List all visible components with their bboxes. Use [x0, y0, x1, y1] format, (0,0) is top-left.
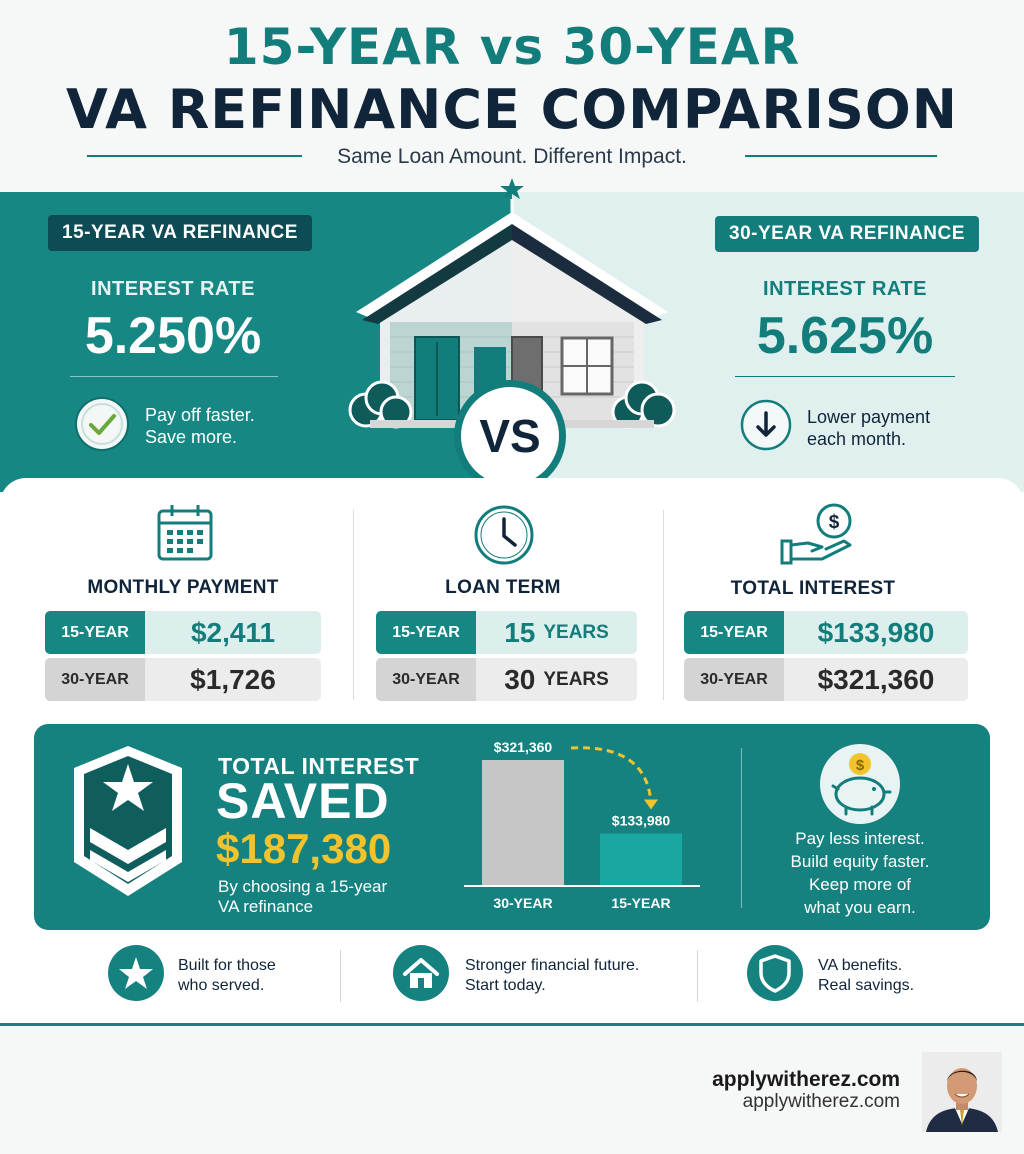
savings-subtext [218, 877, 387, 917]
feature-2-line-1: Stronger financial future. [465, 957, 640, 974]
loan-term-15-number: 15 [504, 616, 536, 648]
loan-term-30-unit: YEARS [543, 668, 609, 690]
check-circle-icon [74, 396, 130, 452]
loan-term-15-unit: YEARS [543, 621, 609, 643]
loan-term-30-value [476, 658, 637, 701]
savings-label: TOTAL INTEREST [218, 753, 420, 779]
row-tag: 30-YEAR [45, 658, 145, 701]
row-tag: 15-YEAR [684, 611, 784, 654]
vs-badge [454, 380, 566, 492]
savings-headline: SAVED [216, 773, 390, 829]
monthly-payment-row-30 [45, 658, 321, 701]
stats-divider-1 [353, 510, 354, 700]
feature-1-text [178, 956, 276, 996]
total-interest-row-15 [684, 611, 968, 654]
label-30-year-refinance: 30-YEAR VA REFINANCE [715, 216, 979, 252]
loan-term-30-number: 30 [504, 663, 536, 695]
feature-2-icon-circle [393, 945, 449, 1001]
rate-divider-30 [735, 376, 955, 377]
note-30 [807, 406, 930, 450]
title-line-2: VA REFINANCE COMPARISON [65, 78, 958, 141]
loan-term-title: LOAN TERM [445, 577, 561, 598]
monthly-payment-30-value: $1,726 [190, 663, 276, 695]
feature-3-icon-circle [747, 945, 803, 1001]
svg-text:$: $ [855, 757, 865, 774]
stats-divider-2 [663, 510, 664, 700]
total-interest-title: TOTAL INTEREST [730, 578, 896, 599]
note-30-line-1: Lower payment [807, 407, 931, 427]
military-chevron-icon [68, 742, 188, 900]
monthly-payment-15-value: $2,411 [190, 616, 276, 648]
total-interest-15-value: $133,980 [817, 616, 935, 648]
bar-category-label: 15-YEAR [611, 895, 671, 911]
monthly-payment-title: MONTHLY PAYMENT [87, 577, 279, 598]
shield-icon [747, 945, 803, 1001]
row-tag: 15-YEAR [376, 611, 476, 654]
note-15 [145, 404, 255, 448]
calendar-icon [156, 502, 214, 562]
bar-chart-svg [460, 740, 710, 920]
title-line-1: 15-YEAR vs 30-YEAR [223, 18, 801, 76]
feature-3-text [818, 956, 914, 996]
hand-dollar-icon [778, 501, 856, 567]
loan-term-row-15 [376, 611, 637, 654]
feature-1-line-2: who served. [178, 977, 265, 994]
rate-label-15: INTEREST RATE [91, 278, 255, 300]
svg-text:$: $ [828, 512, 840, 533]
decrease-arrow-head [644, 799, 658, 809]
bar-category-label: 30-YEAR [493, 895, 553, 911]
row-tag: 15-YEAR [45, 611, 145, 654]
rate-value-30: 5.625% [756, 307, 934, 365]
interest-comparison-chart [460, 740, 710, 920]
total-interest-row-30 [684, 658, 968, 701]
bar-value-label: $133,980 [611, 812, 671, 829]
benefit-line-1: Pay less interest. [795, 829, 925, 848]
subtitle [0, 145, 1024, 169]
loan-term-row-30 [376, 658, 637, 701]
monthly-payment-row-15 [45, 611, 321, 654]
feature-1-icon-circle [108, 945, 164, 1001]
rate-divider-15 [70, 376, 278, 377]
feature-2-line-2: Start today. [465, 977, 546, 994]
loan-term-15-value [476, 611, 637, 654]
feature-divider-1 [340, 950, 341, 1002]
vs-label: VS [479, 410, 541, 462]
benefits-list [760, 827, 960, 919]
label-15-year-refinance: 15-YEAR VA REFINANCE [48, 215, 312, 251]
arrow-down-circle-icon [739, 398, 793, 452]
savings-amount: $187,380 [216, 825, 392, 872]
bar-30-year [482, 760, 564, 886]
bar-value-label: $321,360 [493, 740, 553, 755]
savings-subtext-line-1: By choosing a 15-year [218, 877, 388, 896]
subtitle-text: Same Loan Amount. Different Impact. [323, 145, 701, 168]
row-tag: 30-YEAR [376, 658, 476, 701]
home-icon [393, 945, 449, 1001]
row-tag: 30-YEAR [684, 658, 784, 701]
total-interest-30-value: $321,360 [817, 663, 935, 695]
clock-icon [472, 503, 536, 567]
note-15-line-2: Save more. [145, 427, 238, 447]
bar-15-year [600, 833, 682, 886]
banner-divider [741, 748, 742, 908]
feature-1-line-1: Built for those [178, 957, 276, 974]
savings-subtext-line-2: VA refinance [218, 897, 314, 916]
feature-divider-2 [697, 950, 698, 1002]
avatar [922, 1052, 1002, 1132]
piggy-bank-icon [816, 742, 904, 824]
rate-label-30: INTEREST RATE [763, 278, 927, 300]
feature-3-line-1: VA benefits. [818, 957, 903, 974]
website-link[interactable]: applywitherez.com [712, 1068, 900, 1091]
benefit-line-3: Keep more of [808, 875, 912, 894]
note-15-line-1: Pay off faster. [145, 405, 255, 425]
star-icon [108, 945, 164, 1001]
feature-3-line-2: Real savings. [818, 977, 915, 994]
rate-value-15: 5.250% [84, 307, 262, 365]
benefit-line-4: what you earn. [804, 898, 916, 917]
benefit-line-2: Build equity faster. [790, 852, 930, 871]
note-30-line-2: each month. [807, 429, 907, 449]
website-link-secondary[interactable]: applywitherez.com [742, 1091, 900, 1112]
decrease-arrow [571, 748, 651, 804]
feature-2-text [465, 956, 639, 996]
